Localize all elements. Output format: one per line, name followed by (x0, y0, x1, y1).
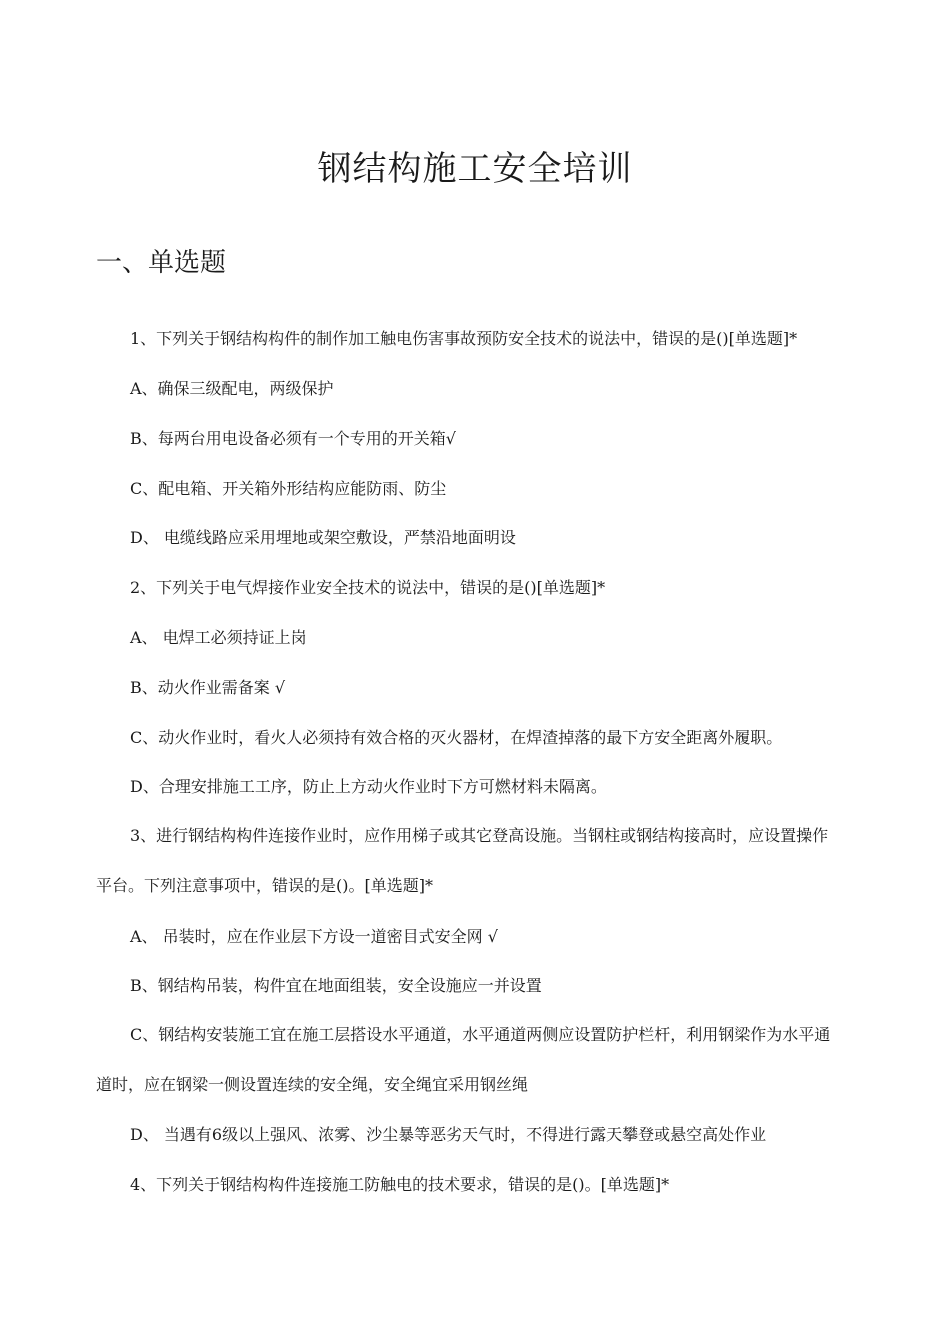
question-2-option-c: C、动火作业时，看火人必须持有效合格的灭火器材，在焊渣掉落的最下方安全距离外履职。 (130, 728, 783, 747)
question-3-option-c-line-2: 道时，应在钢梁一侧设置连续的安全绳，安全绳宜采用钢丝绳 (96, 1075, 529, 1094)
question-2-option-a: A、 电焊工必须持证上岗 (130, 628, 307, 647)
question-3-text-line-1: 3、进行钢结构构件连接作业时，应作用梯子或其它登高设施。当钢柱或钢结构接高时，应设置操作 (130, 826, 829, 845)
question-4-text: 4、下列关于钢结构构件连接施工防触电的技术要求，错误的是()。[单选题]* (130, 1175, 670, 1194)
question-3-option-a: A、 吊装时，应在作业层下方设一道密目式安全网 √ (130, 927, 498, 946)
question-3-text-line-2: 平台。下列注意事项中，错误的是()。[单选题]* (96, 876, 433, 895)
question-3-option-b: B、钢结构吊装，构件宜在地面组装，安全设施应一并设置 (130, 976, 542, 995)
question-1-text: 1、下列关于钢结构构件的制作加工触电伤害事故预防安全技术的说法中，错误的是()[单选题]* (130, 329, 798, 348)
question-1-option-c: C、配电箱、开关箱外形结构应能防雨、防尘 (130, 479, 447, 498)
question-2-option-d: D、合理安排施工工序，防止上方动火作业时下方可燃材料未隔离。 (130, 777, 607, 796)
question-3-option-d: D、 当遇有6级以上强风、浓雾、沙尘暴等恶劣天气时，不得进行露天攀登或悬空高处作业 (130, 1125, 767, 1144)
question-1-option-d: D、 电缆线路应采用埋地或架空敷设，严禁沿地面明设 (130, 528, 516, 547)
question-2-text: 2、下列关于电气焊接作业安全技术的说法中，错误的是()[单选题]* (130, 578, 606, 597)
question-3-option-c-line-1: C、钢结构安装施工宜在施工层搭设水平通道，水平通道两侧应设置防护栏杆，利用钢梁作为水平通 (130, 1025, 831, 1044)
document-title: 钢结构施工安全培训 (317, 149, 633, 189)
question-1-option-a: A、确保三级配电，两级保护 (130, 379, 334, 398)
question-2-option-b: B、动火作业需备案 √ (130, 678, 286, 697)
section-heading: 一、单选题 (96, 248, 227, 278)
question-1-option-b: B、每两台用电设备必须有一个专用的开关箱√ (130, 429, 456, 448)
